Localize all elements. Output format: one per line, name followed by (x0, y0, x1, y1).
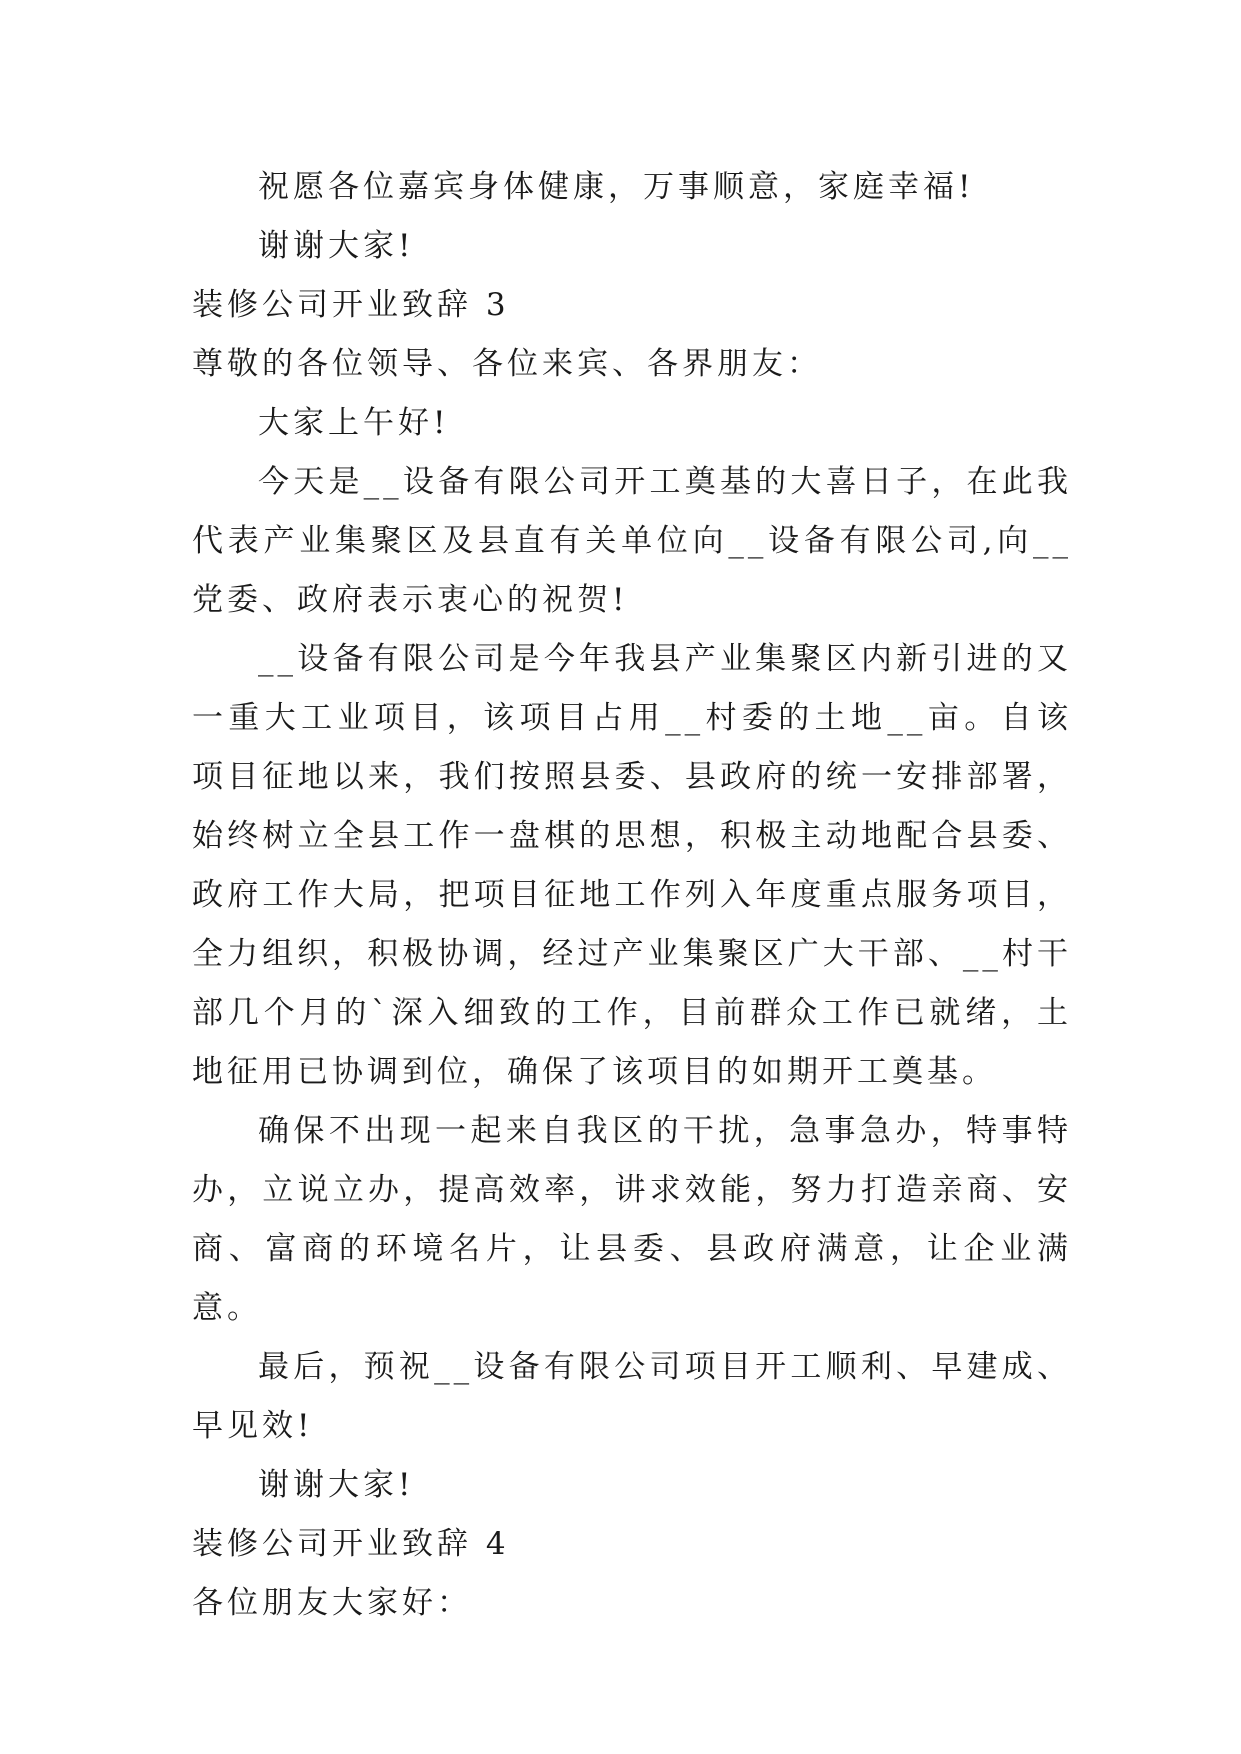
paragraph-commitment: 确保不出现一起来自我区的干扰，急事急办，特事特办，立说立办，提高效率，讲求效能，努力打造亲商、安商、富商的环境名片，让县委、县政府满意，让企业满意。 (192, 1113, 1072, 1326)
document-body (192, 158, 1072, 1633)
section-title-4: 装修公司开业致辞 4 (192, 1526, 510, 1562)
salutation: 尊敬的各位领导、各位来宾、各界朋友： (192, 346, 822, 382)
salutation-2: 各位朋友大家好： (192, 1585, 472, 1621)
section-title-3: 装修公司开业致辞 3 (192, 287, 510, 323)
paragraph-project: __设备有限公司是今年我县产业集聚区内新引进的又一重大工业项目，该项目占用__村委的土地__亩。自该项目征地以来，我们按照县委、县政府的统一安排部署，始终树立全县工作一盘棋的思想，积极主动地配合县委、政府工作大局，把项目征地工作列入年度重点服务项目，全力组织，积极协调，经过产业集聚区广大干部、__村干部几个月的`深入细致的工作，目前群众工作已就绪，土地征用已协调到位，确保了该项目的如期开工奠基。 (192, 641, 1072, 1090)
paragraph-closing: 最后，预祝__设备有限公司项目开工顺利、早建成、早见效! (192, 1349, 1072, 1444)
paragraph-thanks: 谢谢大家! (258, 228, 415, 264)
paragraph-greeting: 大家上午好! (258, 405, 450, 441)
paragraph-congratulations: 今天是__设备有限公司开工奠基的大喜日子，在此我代表产业集聚区及县直有关单位向__设备有限公司,向__党委、政府表示衷心的祝贺! (192, 464, 1072, 618)
paragraph-thanks-2: 谢谢大家! (258, 1467, 415, 1503)
paragraph-wishes: 祝愿各位嘉宾身体健康，万事顺意，家庭幸福! (258, 169, 975, 205)
